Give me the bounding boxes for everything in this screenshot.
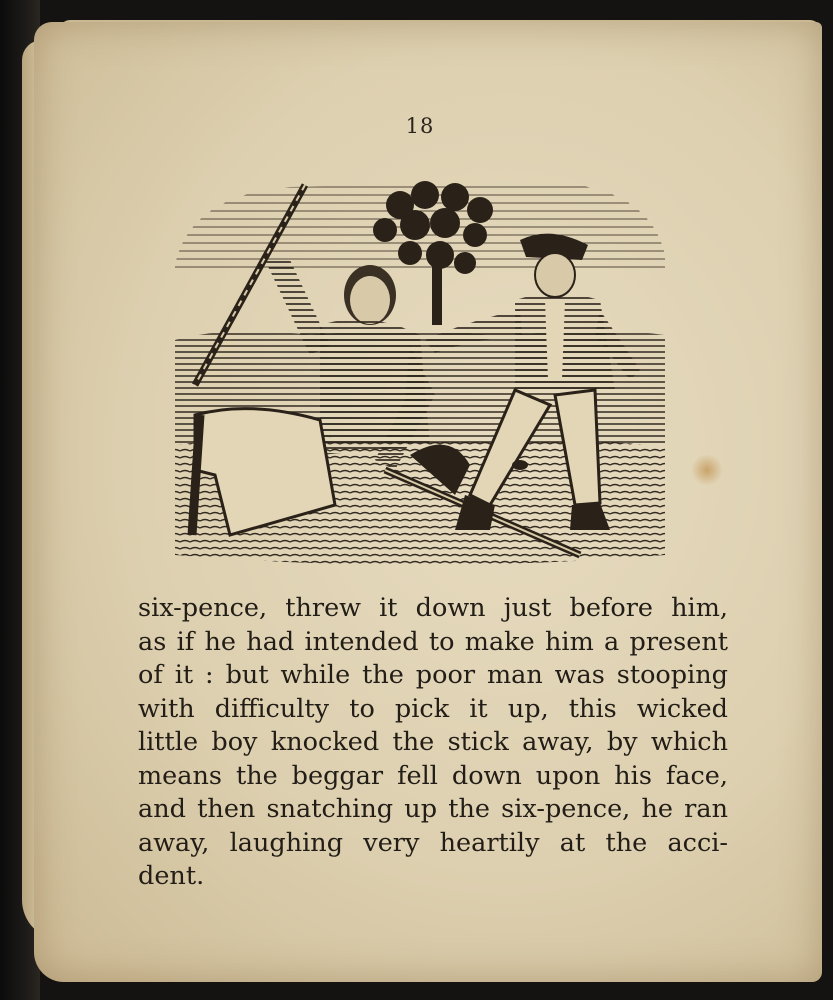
text-line: as if he had intended to make him a present (138, 626, 728, 657)
page-number: 18 (405, 114, 435, 138)
text-line: away, laughing very heartily at the acci- (138, 827, 728, 858)
text-line: little boy knocked the stick away, by which (138, 727, 728, 757)
text-line: with difficulty to pick it up, this wicked (138, 693, 728, 724)
text-line: dent. (138, 861, 205, 891)
page-text (138, 592, 728, 894)
text-line: means the beggar fell down upon his face, (138, 760, 728, 791)
paper-stain (690, 455, 724, 485)
text-line: of it : but while the poor man was stooping (138, 660, 728, 690)
woodcut-illustration-icon (170, 175, 670, 570)
text-line: and then snatching up the six-pence, he ran (138, 794, 728, 824)
text-line: six-pence, threw it down just before him, (138, 593, 728, 623)
